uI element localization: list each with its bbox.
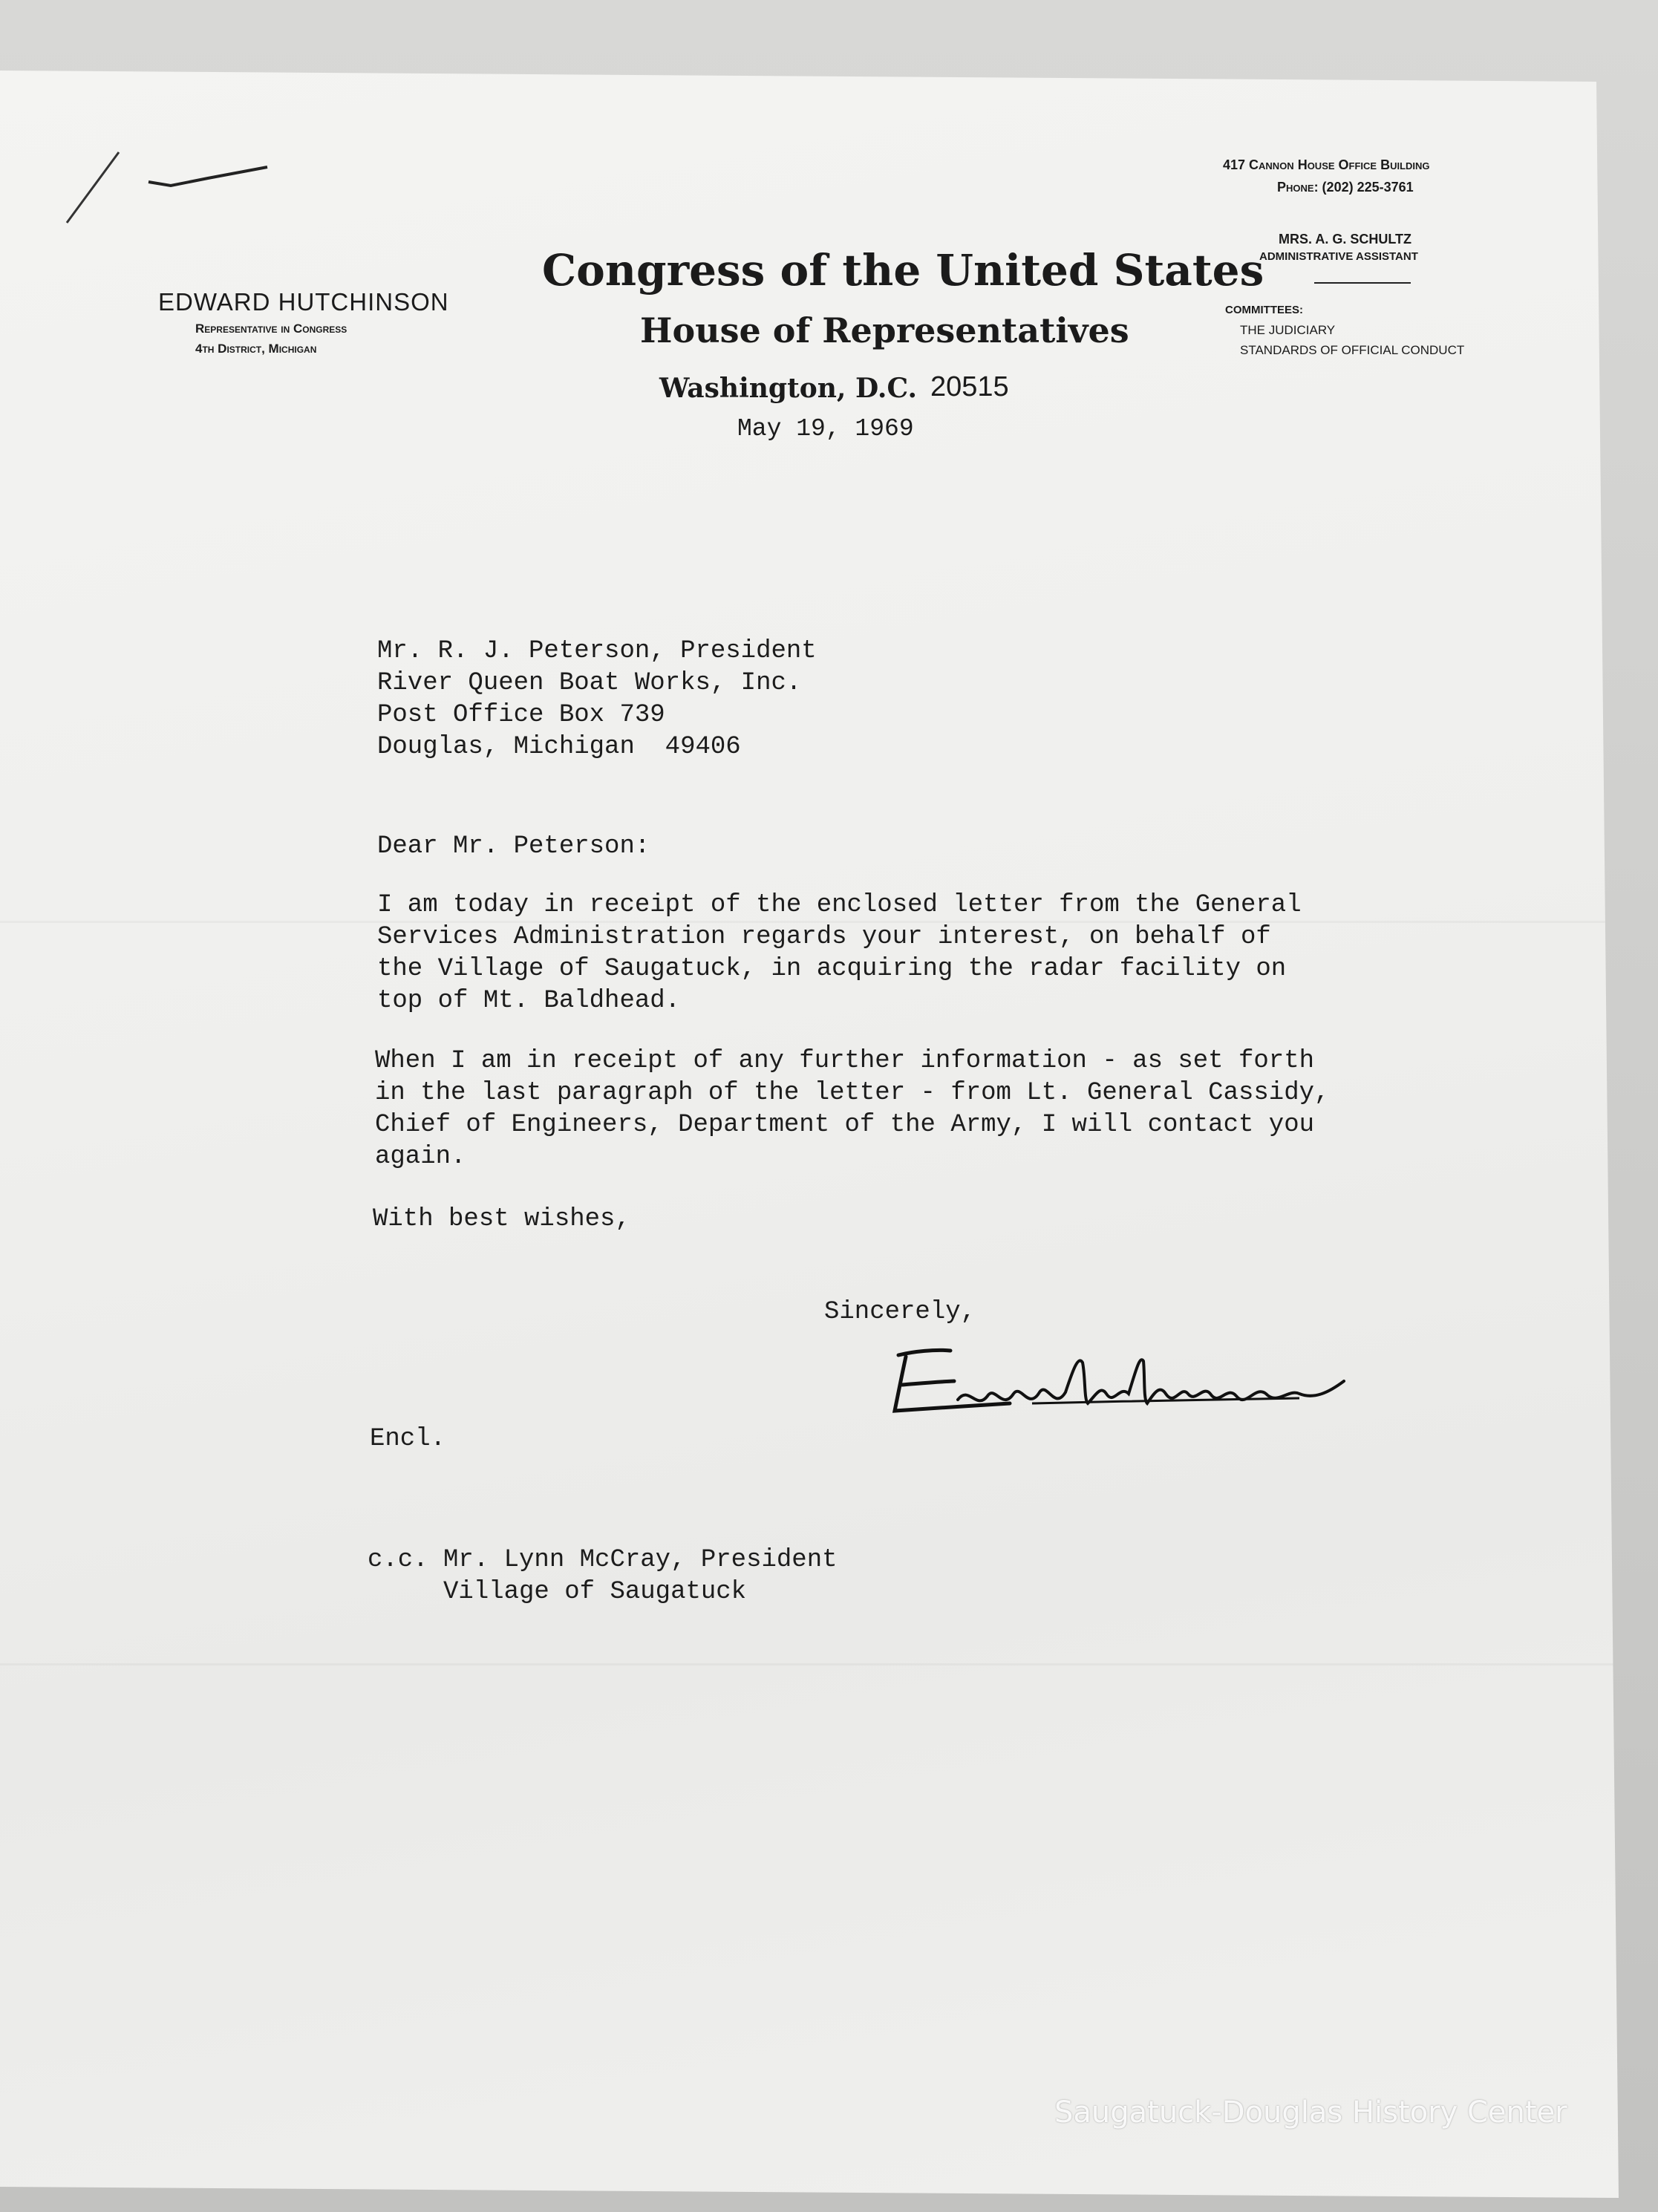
committee-item: THE JUDICIARY — [1240, 323, 1336, 337]
paragraph-line: Chief of Engineers, Department of the Army, I will contact you — [375, 1111, 1315, 1139]
signature — [884, 1340, 1351, 1422]
cc-line: Village of Saugatuck — [368, 1578, 747, 1606]
letter-date: May 19, 1969 — [737, 415, 914, 443]
paragraph-line: top of Mt. Baldhead. — [377, 987, 681, 1015]
representative-district: 4th District, Michigan — [195, 342, 317, 356]
sign-off: Sincerely, — [824, 1298, 976, 1326]
assistant-title: ADMINISTRATIVE ASSISTANT — [1259, 250, 1418, 263]
representative-name: EDWARD HUTCHINSON — [158, 288, 449, 316]
committee-item: STANDARDS OF OFFICIAL CONDUCT — [1240, 343, 1465, 357]
body-paragraph-2 — [375, 1045, 1329, 1173]
paper-crease — [0, 1663, 1658, 1665]
office-address: 417 Cannon House Office Building — [1223, 157, 1430, 172]
city-heading: Washington, D.C. — [659, 373, 917, 404]
address-line: River Queen Boat Works, Inc. — [377, 669, 802, 697]
paragraph-line: I am today in receipt of the enclosed letter from the General — [377, 891, 1302, 919]
representative-title: Representative in Congress — [195, 322, 347, 336]
enclosure-note: Encl. — [370, 1425, 446, 1453]
divider — [1314, 282, 1411, 284]
paragraph-line: again. — [375, 1143, 466, 1171]
archive-watermark: Saugatuck-Douglas History Center — [1054, 2095, 1567, 2130]
assistant-name: MRS. A. G. SCHULTZ — [1279, 232, 1411, 247]
closing-wishes: With best wishes, — [373, 1205, 630, 1233]
paragraph-line: Services Administration regards your interest, on behalf of — [377, 923, 1271, 951]
cc-line: c.c. Mr. Lynn McCray, President — [368, 1546, 838, 1574]
pen-mark — [59, 141, 282, 230]
house-heading: House of Representatives — [640, 310, 1129, 350]
paragraph-line: the Village of Saugatuck, in acquiring the radar facility on — [377, 955, 1287, 983]
office-phone: Phone: (202) 225-3761 — [1277, 180, 1414, 195]
paragraph-line: When I am in receipt of any further information - as set forth — [375, 1047, 1315, 1075]
committees-label: COMMITTEES: — [1225, 304, 1303, 316]
address-line: Douglas, Michigan 49406 — [377, 733, 741, 761]
recipient-address — [377, 636, 817, 763]
zip-code: 20515 — [930, 371, 1009, 402]
salutation: Dear Mr. Peterson: — [377, 832, 650, 861]
body-paragraph-1 — [377, 890, 1302, 1017]
address-line: Post Office Box 739 — [377, 701, 665, 729]
paragraph-line: in the last paragraph of the letter - from Lt. General Cassidy, — [375, 1079, 1330, 1107]
address-line: Mr. R. J. Peterson, President — [377, 637, 817, 665]
congress-heading: Congress of the United States — [542, 245, 1264, 296]
carbon-copy — [368, 1544, 838, 1608]
